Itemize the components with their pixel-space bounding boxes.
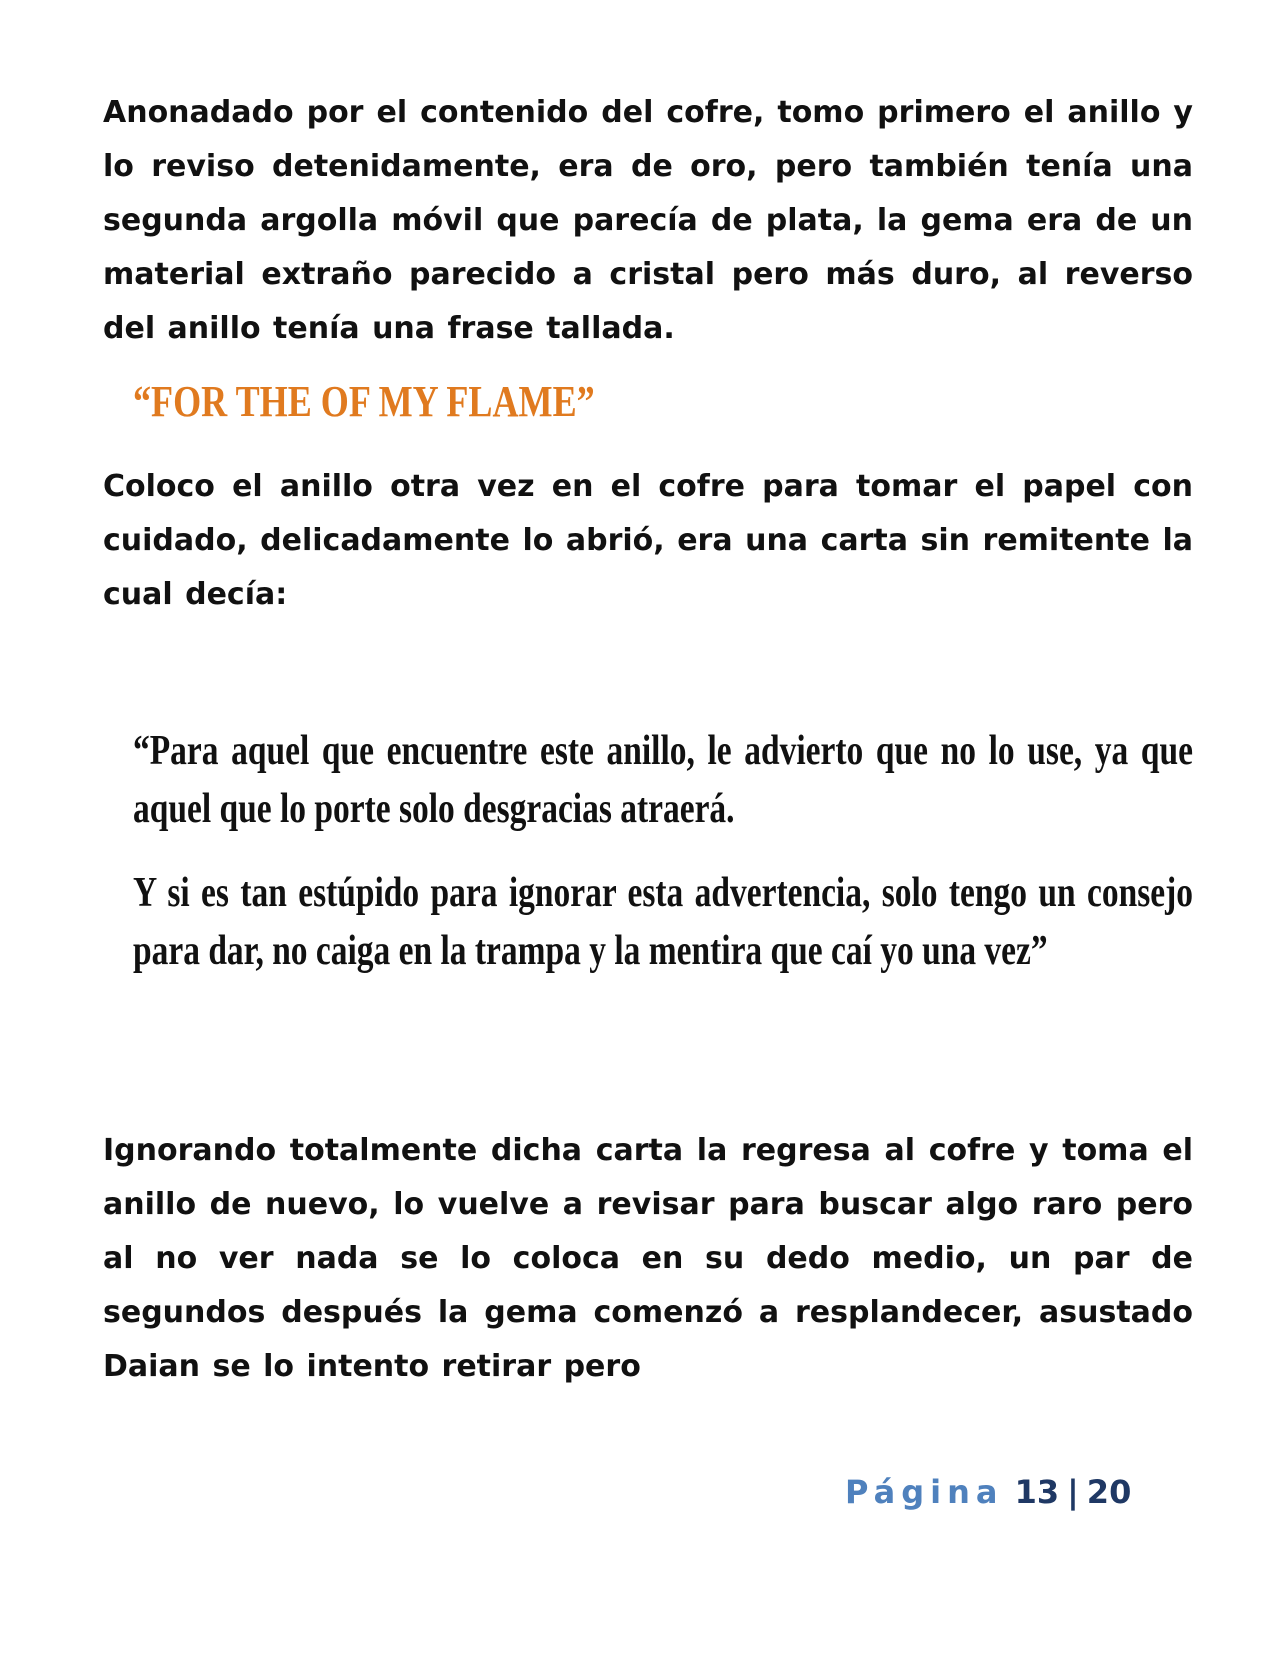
ring-engraving: “FOR THE OF MY FLAME” (133, 377, 595, 426)
footer-page-label: Página (845, 1473, 1004, 1511)
footer-page-total: 20 (1086, 1473, 1132, 1511)
letter-quote-warning-text: “Para aquel que encuentre este anillo, le advierto que no lo use, ya que aquel que lo porte solo desgracias atraerá. (133, 728, 1194, 832)
letter-quote-warning (133, 722, 1193, 838)
paragraph-ring-description: Anonadado por el contenido del cofre, tomo primero el anillo y lo reviso detenidamente, era de oro, pero también tenía una segunda argolla móvil que parecía de plata, la gema era de un material extraño parecido a cristal pero más duro, al reverso del anillo tenía una frase tallada. (103, 95, 1193, 346)
paragraph-ring-activation: Ignorando totalmente dicha carta la regresa al cofre y toma el anillo de nuevo, lo vuelve a revisar para buscar algo raro pero al no ver nada se lo coloca en su dedo medio, un par de segundos después la gema comenzó a resplandecer, asustado Daian se lo intento retirar pero (103, 1133, 1193, 1384)
letter-quote-advice-text: Y si es tan estúpido para ignorar esta advertencia, solo tengo un consejo para dar, no caiga en la trampa y la mentira que caí yo una vez” (133, 870, 1194, 974)
letter-quote-advice (133, 864, 1193, 980)
footer-separator: | (1067, 1473, 1079, 1511)
footer-page-number: 13 (1014, 1473, 1060, 1511)
page-footer (845, 1472, 1131, 1512)
paragraph-letter-intro: Coloco el anillo otra vez en el cofre para tomar el papel con cuidado, delicadamente lo abrió, era una carta sin remitente la cual decía: (103, 469, 1193, 612)
